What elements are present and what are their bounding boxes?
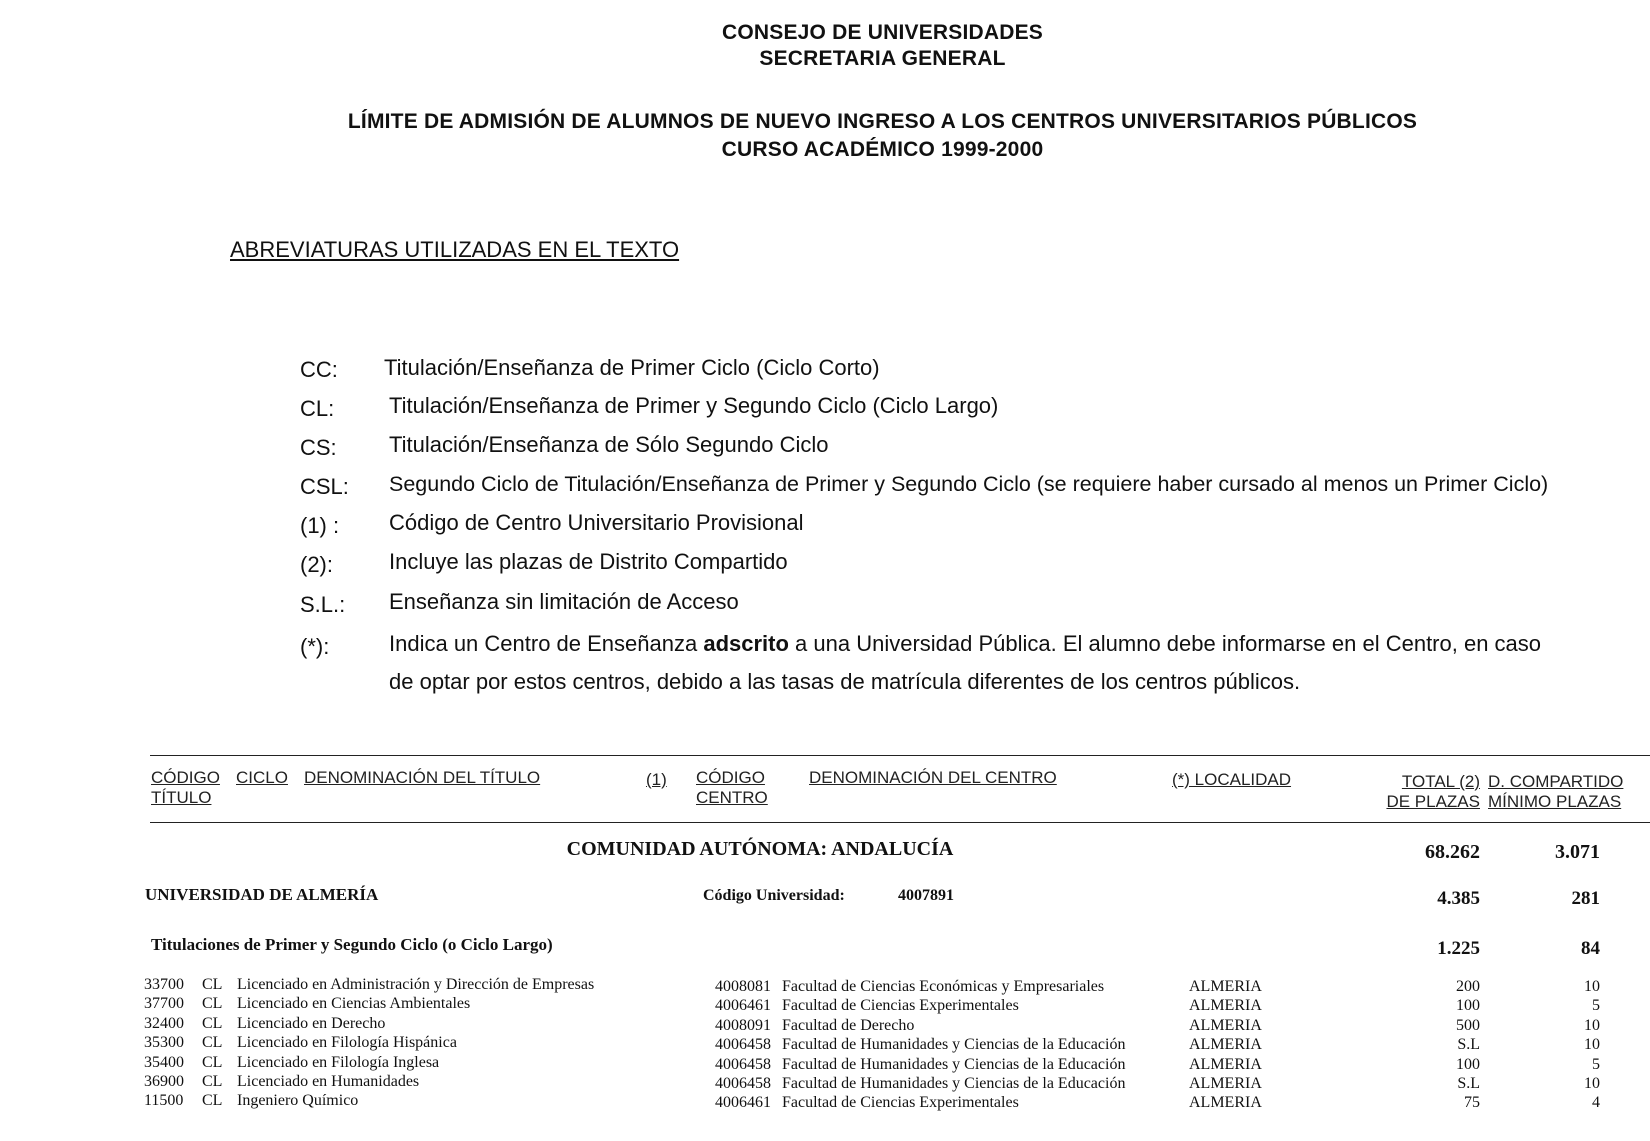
cell-dc: 5 [1592, 1055, 1600, 1073]
cell-centro: Facultad de Ciencias Experimentales [782, 997, 1019, 1015]
abbr-code: CS: [300, 435, 337, 460]
abbr-text: de optar por estos centros, debido a las tasas de matrícula diferentes de los centros públicos. [389, 669, 1301, 694]
cell-total: 500 [1456, 1016, 1480, 1034]
cell-titulo: Licenciado en Humanidades [237, 1073, 420, 1090]
cell-centro: Facultad de Humanidades y Ciencias de la Educación [782, 1055, 1126, 1073]
academic-year: CURSO ACADÉMICO 1999-2000 [721, 138, 1044, 161]
cell-centro: Facultad de Derecho [782, 1016, 915, 1034]
cell-codigo-titulo: 37700 [144, 995, 184, 1013]
cell-dc: 10 [1584, 978, 1600, 995]
header-codigo-titulo [151, 768, 220, 808]
cell-codigo-titulo: 36900 [144, 1073, 184, 1090]
abbr-text-bold: adscrito [703, 631, 789, 656]
header-d-compartido [1488, 772, 1628, 812]
abbr-code: CL: [300, 396, 335, 421]
community-dc: 3.071 [1555, 841, 1600, 863]
header-text: DE PLAZAS [1386, 792, 1480, 811]
cell-localidad: ALMERIA [1189, 978, 1262, 995]
cell-total: 100 [1456, 1055, 1480, 1073]
cell-centro: Facultad de Humanidades y Ciencias de la Educación [782, 1036, 1126, 1054]
abbr-text [389, 625, 1589, 663]
table-header-rule [150, 822, 1650, 823]
group-label: Titulaciones de Primer y Segundo Ciclo (o Ciclo Largo) [151, 935, 553, 954]
cell-ciclo: CL [202, 1053, 223, 1071]
cell-titulo: Ingeniero Químico [237, 1092, 359, 1110]
abbr-text-part: a una Universidad Pública. El alumno debe informarse en el Centro, en caso [788, 631, 1542, 656]
abbr-code: CC: [300, 357, 338, 382]
header-line-1: CONSEJO DE UNIVERSIDADES [721, 21, 1044, 44]
cell-centro: Facultad de Ciencias Económicas y Empresariales [782, 978, 1105, 995]
cell-titulo: Licenciado en Derecho [237, 1014, 386, 1032]
abbr-text: Código de Centro Universitario Provisional [389, 510, 804, 535]
cell-titulo: Licenciado en Filología Inglesa [237, 1053, 440, 1071]
community-label: COMUNIDAD AUTÓNOMA: ANDALUCÍA [566, 838, 954, 860]
table-row [0, 977, 1650, 996]
cell-codigo-centro: 4008081 [715, 978, 771, 995]
cell-localidad: ALMERIA [1189, 1094, 1262, 1112]
header-ciclo: CICLO [236, 768, 288, 787]
cell-total: S.L [1457, 1036, 1480, 1054]
header-provisional: (1) [646, 770, 667, 789]
table-row [0, 1055, 1650, 1074]
header-denominacion-centro: DENOMINACIÓN DEL CENTRO [809, 768, 1057, 787]
table-top-rule [150, 755, 1650, 756]
cell-localidad: ALMERIA [1189, 1055, 1262, 1073]
cell-codigo-centro: 4006461 [715, 1094, 771, 1112]
cell-localidad: ALMERIA [1189, 1016, 1262, 1034]
header-text: CÓDIGO [151, 768, 220, 787]
header-text: CENTRO [696, 788, 768, 807]
abbr-text: Enseñanza sin limitación de Acceso [389, 589, 739, 614]
cell-total: 200 [1456, 978, 1480, 995]
header-text: D. COMPARTIDO [1488, 772, 1624, 791]
cell-codigo-titulo: 32400 [144, 1014, 184, 1032]
university-name: UNIVERSIDAD DE ALMERÍA [145, 885, 379, 904]
header-total-plazas [1380, 772, 1480, 812]
abbr-code: (*): [300, 634, 330, 659]
university-code-label: Código Universidad: [703, 887, 845, 904]
table-row [0, 996, 1650, 1015]
abbr-text-part: Indica un Centro de Enseñanza [389, 631, 704, 656]
cell-codigo-centro: 4008091 [715, 1016, 771, 1034]
cell-dc: 4 [1592, 1094, 1600, 1112]
header-text: MÍNIMO PLAZAS [1488, 792, 1622, 811]
abbr-code: (1) : [300, 513, 340, 538]
cell-codigo-titulo: 35300 [144, 1034, 184, 1052]
abbr-text: Segundo Ciclo de Titulación/Enseñanza de Primer y Segundo Ciclo (se requiere haber cursado al menos un Primer Ciclo) [389, 472, 1549, 496]
group-total: 1.225 [1437, 938, 1480, 959]
community-total: 68.262 [1425, 841, 1480, 863]
cell-ciclo: CL [202, 995, 223, 1013]
cell-ciclo: CL [202, 976, 223, 993]
cell-centro: Facultad de Ciencias Experimentales [782, 1094, 1019, 1112]
header-denominacion-titulo: DENOMINACIÓN DEL TÍTULO [304, 768, 541, 787]
cell-codigo-centro: 4006458 [715, 1055, 771, 1073]
abbr-code: S.L.: [300, 592, 346, 617]
cell-codigo-centro: 4006458 [715, 1075, 771, 1092]
header-text: TÍTULO [151, 788, 212, 807]
abbr-text: Incluye las plazas de Distrito Compartido [389, 549, 788, 574]
document-title: LÍMITE DE ADMISIÓN DE ALUMNOS DE NUEVO INGRESO A LOS CENTROS UNIVERSITARIOS PÚBLICOS [347, 110, 1418, 133]
cell-dc: 10 [1584, 1036, 1600, 1054]
cell-titulo: Licenciado en Filología Hispánica [237, 1034, 457, 1052]
cell-ciclo: CL [202, 1014, 223, 1032]
cell-codigo-centro: 4006458 [715, 1036, 771, 1054]
table-row [0, 1093, 1650, 1112]
cell-codigo-titulo: 11500 [144, 1092, 184, 1110]
table-row [0, 1035, 1650, 1054]
cell-codigo-titulo: 35400 [144, 1053, 184, 1071]
group-dc: 84 [1581, 938, 1600, 959]
cell-localidad: ALMERIA [1189, 997, 1262, 1015]
cell-total: 100 [1456, 997, 1480, 1015]
cell-total: S.L [1457, 1075, 1480, 1092]
cell-dc: 5 [1592, 997, 1600, 1015]
cell-ciclo: CL [202, 1092, 223, 1110]
university-total: 4.385 [1437, 888, 1480, 909]
abbreviations-title: ABREVIATURAS UTILIZADAS EN EL TEXTO [230, 237, 680, 262]
cell-titulo: Licenciado en Administración y Dirección de Empresas [237, 976, 595, 993]
cell-dc: 10 [1584, 1075, 1600, 1092]
cell-codigo-titulo: 33700 [144, 976, 184, 993]
abbr-code: (2): [300, 552, 333, 577]
cell-ciclo: CL [202, 1073, 223, 1090]
header-codigo-centro [696, 768, 768, 808]
abbr-text: Titulación/Enseñanza de Primer Ciclo (Ciclo Corto) [384, 355, 880, 380]
cell-titulo: Licenciado en Ciencias Ambientales [237, 995, 471, 1013]
cell-localidad: ALMERIA [1189, 1075, 1262, 1092]
header-line-2: SECRETARIA GENERAL [759, 47, 1006, 70]
university-code: 4007891 [898, 887, 954, 904]
cell-localidad: ALMERIA [1189, 1036, 1262, 1054]
university-dc: 281 [1571, 888, 1600, 909]
cell-dc: 10 [1584, 1016, 1600, 1034]
cell-centro: Facultad de Humanidades y Ciencias de la Educación [782, 1075, 1126, 1092]
cell-total: 75 [1464, 1094, 1480, 1112]
cell-codigo-centro: 4006461 [715, 997, 771, 1015]
abbr-code: CSL: [300, 474, 349, 499]
header-text: TOTAL (2) [1401, 772, 1480, 791]
header-localidad: (*) LOCALIDAD [1172, 770, 1292, 789]
header-text: CÓDIGO [696, 768, 765, 787]
abbr-text: Titulación/Enseñanza de Primer y Segundo Ciclo (Ciclo Largo) [389, 393, 999, 418]
table-row [0, 1074, 1650, 1093]
table-row [0, 1016, 1650, 1035]
abbr-text: Titulación/Enseñanza de Sólo Segundo Ciclo [389, 432, 829, 457]
cell-ciclo: CL [202, 1034, 223, 1052]
